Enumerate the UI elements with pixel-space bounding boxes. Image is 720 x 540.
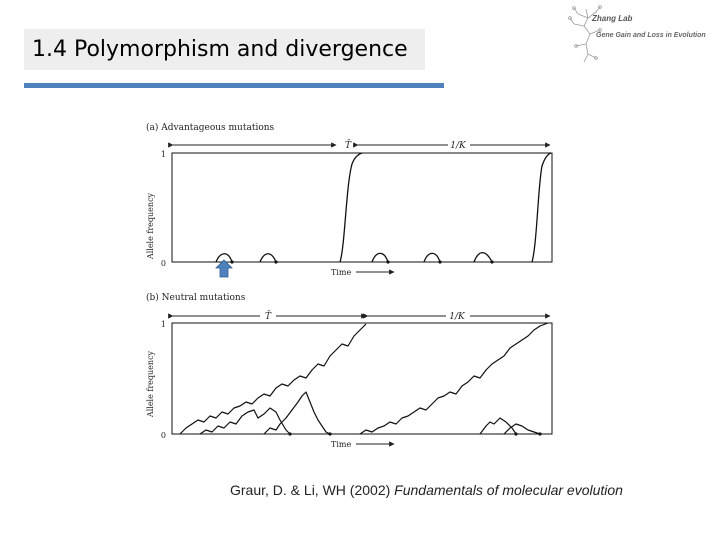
panel-b-drift-walk — [264, 392, 330, 434]
panel-b-xlabel: Time — [331, 440, 352, 449]
citation-book-title: Fundamentals of molecular evolution — [394, 482, 623, 498]
title-underline — [24, 83, 444, 88]
panel-a-lost-mutation — [260, 254, 276, 262]
panel-a-ylabel: Allele frequency — [146, 192, 155, 260]
panel-a-lost-mutation — [424, 253, 440, 262]
panel-b-drift-walk — [480, 418, 516, 434]
slide-title: 1.4 Polymorphism and divergence — [32, 37, 408, 62]
up-arrow-icon — [216, 260, 232, 277]
allele-frequency-figure — [140, 116, 560, 454]
slide-title-box — [24, 29, 425, 70]
panel-b-fixation-walk — [360, 323, 548, 434]
panel-a-interval-t-label: T̄ — [344, 141, 352, 151]
panel-a-lost-mutation — [474, 253, 492, 262]
panel-a-label: (a) Advantageous mutations — [146, 123, 275, 133]
panel-b-ytick-1: 1 — [160, 320, 166, 329]
panel-a-xlabel: Time — [331, 268, 352, 277]
panel-b-interval-k-label: 1/K — [449, 312, 465, 322]
panel-a-ytick-0: 0 — [160, 259, 166, 268]
panel-b-ylabel: Allele frequency — [146, 350, 155, 418]
citation-authors: Graur, D. & Li, WH (2002) — [230, 482, 395, 498]
panel-a-fixation-curve — [532, 153, 551, 262]
panel-a-ytick-1: 1 — [160, 150, 166, 159]
panel-b-ytick-0: 0 — [160, 431, 166, 440]
panel-a-frame — [172, 153, 552, 262]
panel-b-label: (b) Neutral mutations — [146, 293, 246, 303]
panel-b-fixation-walk — [180, 324, 366, 434]
panel-a-interval-k-label: 1/K — [450, 141, 466, 151]
logo-tagline: Gene Gain and Loss in Evolution — [596, 32, 706, 39]
panel-b-interval-t-label: T̄ — [264, 312, 272, 322]
logo-lab-name: Zhang Lab — [592, 14, 633, 23]
panel-b-frame — [172, 323, 552, 434]
citation — [230, 482, 623, 498]
panel-a-lost-mutation — [372, 253, 388, 262]
panel-a-fixation-curve — [340, 153, 362, 262]
